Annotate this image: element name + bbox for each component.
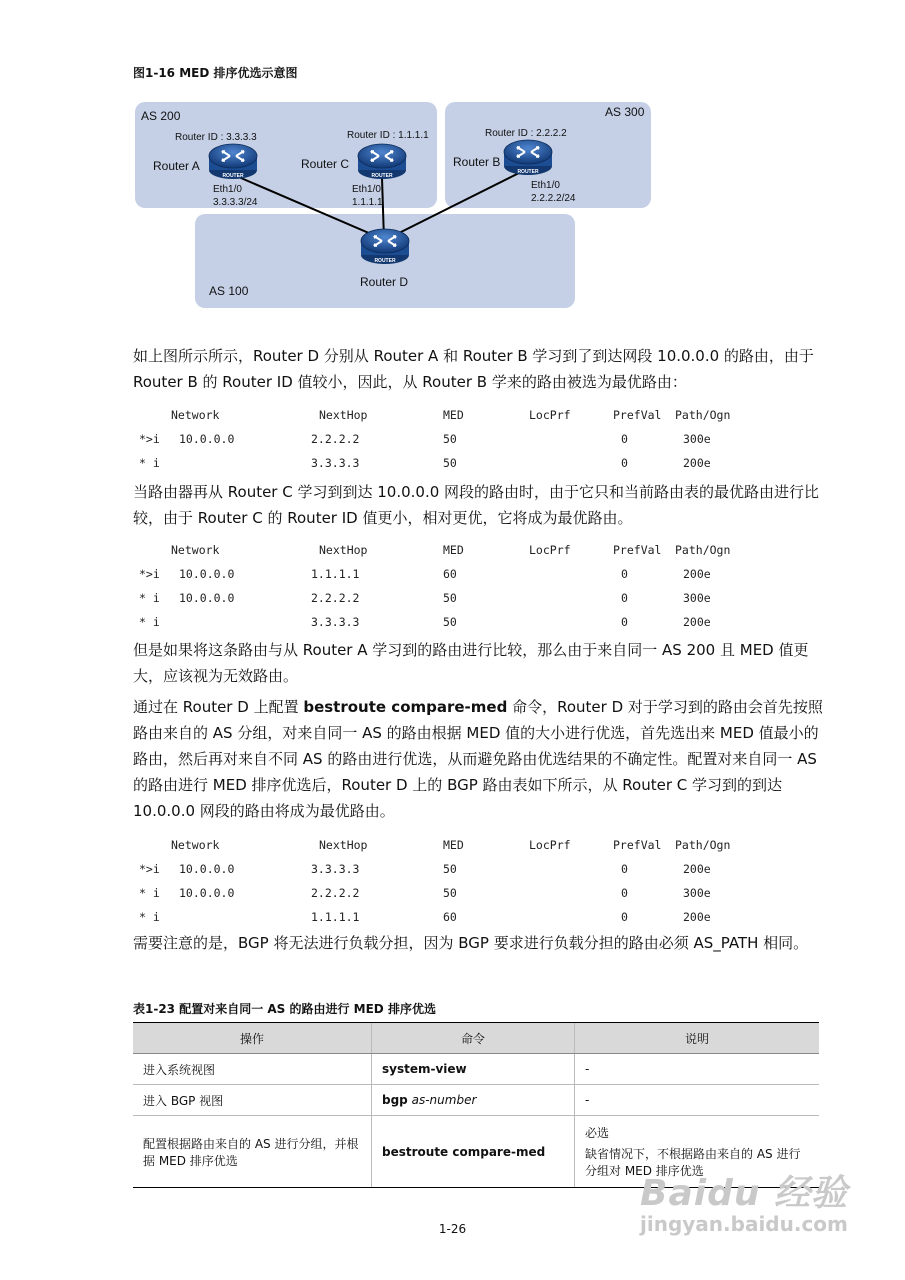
router-b-eth: Eth1/0 — [531, 180, 560, 191]
route-cell-path: 300e — [683, 432, 711, 446]
paragraph-5: 需要注意的是，BGP 将无法进行负载分担，因为 BGP 要求进行负载分担的路由必须 AS_PATH 相同。 — [133, 934, 809, 952]
route-cell-med: 60 — [443, 910, 457, 924]
route-cell-med: 50 — [443, 862, 457, 876]
router-a-ip: 3.3.3.3/24 — [213, 197, 258, 208]
route-cell-nexthop: 3.3.3.3 — [311, 615, 360, 629]
router-b-id: Router ID : 2.2.2.2 — [485, 128, 567, 139]
route-cell-path: 200e — [683, 862, 711, 876]
row-description-required: 必选 — [585, 1126, 610, 1140]
route-cell-nexthop: 3.3.3.3 — [311, 456, 360, 470]
table-row — [133, 862, 823, 886]
row-command: bgp as-number — [372, 1085, 575, 1116]
route-header-cell: PrefVal — [613, 838, 662, 852]
route-cell-flag: * i — [139, 591, 160, 605]
route-cell-prefval: 0 — [621, 456, 628, 470]
route-cell-nexthop: 2.2.2.2 — [311, 591, 360, 605]
row-description: - — [575, 1085, 820, 1116]
config-table — [133, 1022, 819, 1188]
route-header-cell: Path/Ogn — [675, 838, 731, 852]
header-description: 说明 — [575, 1023, 820, 1054]
table-caption: 表1-23 配置对来自同一 AS 的路由进行 MED 排序优选 — [133, 1002, 436, 1016]
paragraph-1: 如上图所示所示，Router D 分别从 Router A 和 Router B 学习到了到达网段 10.0.0.0 的路由，由于 Router B 的 Router ID 值较小，因此，从 Router B 学来的路由被选为最优路由： — [133, 347, 814, 391]
route-table-header — [133, 408, 823, 432]
as100-label: AS 100 — [209, 284, 249, 298]
route-cell-prefval: 0 — [621, 615, 628, 629]
route-cell-med: 50 — [443, 886, 457, 900]
route-cell-prefval: 0 — [621, 432, 628, 446]
route-table-2 — [133, 543, 823, 639]
route-cell-med: 50 — [443, 591, 457, 605]
route-cell-prefval: 0 — [621, 910, 628, 924]
router-c-ip: 1.1.1.1 — [352, 197, 383, 208]
route-cell-nexthop: 2.2.2.2 — [311, 432, 360, 446]
paragraph-4-post: 命令，Router D 对于学习到的路由会首先按照路由来自的 AS 分组，对来自同一 AS 的路由根据 MED 值的大小进行优选，首先选出来 MED 值最小的路由，然后再对来自不同 AS 的路由进行优选，从而避免路由优选结果的不确定性。配置对来自同一 AS 的路由进行 MED 排序优选后，Router D 上的 BGP 路由表如下所示，从 Router C 学习到的到达 10.0.0.0 网段的路由将成为最优路由。 — [133, 698, 823, 820]
router-c-name: Router C — [301, 157, 350, 171]
router-d-name: Router D — [360, 275, 409, 289]
route-header-cell: LocPrf — [529, 408, 571, 422]
route-header-cell: Network — [171, 543, 220, 557]
route-cell-path: 200e — [683, 910, 711, 924]
route-cell-nexthop: 1.1.1.1 — [311, 567, 360, 581]
header-command: 命令 — [372, 1023, 575, 1054]
route-cell-prefval: 0 — [621, 591, 628, 605]
router-b-name: Router B — [453, 155, 501, 169]
table-row — [133, 567, 823, 591]
route-cell-path: 200e — [683, 615, 711, 629]
route-header-cell: LocPrf — [529, 543, 571, 557]
route-header-cell: Path/Ogn — [675, 543, 731, 557]
row-description: - — [575, 1054, 820, 1085]
router-c-badge: ROUTER — [371, 173, 393, 179]
route-table-header — [133, 543, 823, 567]
route-cell-path: 200e — [683, 456, 711, 470]
route-cell-path: 300e — [683, 886, 711, 900]
route-table-1 — [133, 408, 823, 480]
route-cell-med: 50 — [443, 456, 457, 470]
router-a-id: Router ID : 3.3.3.3 — [175, 132, 257, 143]
as300-label: AS 300 — [605, 105, 645, 119]
route-cell-flag: *>i — [139, 567, 160, 581]
watermark-brand: Baidu 经验 — [640, 1173, 849, 1214]
route-cell-network: 10.0.0.0 — [179, 862, 235, 876]
paragraph-2: 当路由器再从 Router C 学习到到达 10.0.0.0 网段的路由时，由于它只和当前路由表的最优路由进行比较，由于 Router C 的 Router ID 值更小，相对更优，它将成为最优路由。 — [133, 483, 820, 527]
watermark-url: jingyan.baidu.com — [640, 1212, 848, 1236]
route-header-cell: MED — [443, 838, 464, 852]
figure-caption: 图1-16 MED 排序优选示意图 — [133, 66, 298, 80]
route-header-cell: NextHop — [319, 408, 368, 422]
route-cell-network: 10.0.0.0 — [179, 886, 235, 900]
paragraph-4-command: bestroute compare-med — [303, 698, 508, 716]
router-c-id: Router ID : 1.1.1.1 — [347, 130, 429, 141]
route-cell-path: 300e — [683, 591, 711, 605]
router-d-badge: ROUTER — [374, 258, 396, 264]
route-cell-path: 200e — [683, 567, 711, 581]
network-diagram — [133, 100, 653, 310]
table-row — [133, 886, 823, 910]
route-header-cell: NextHop — [319, 838, 368, 852]
table-row — [133, 1054, 819, 1085]
router-a-name: Router A — [153, 159, 200, 173]
route-cell-network: 10.0.0.0 — [179, 591, 235, 605]
page-number: 1-26 — [438, 1222, 467, 1236]
route-header-cell: MED — [443, 408, 464, 422]
route-cell-flag: * i — [139, 615, 160, 629]
row-operation: 进入 BGP 视图 — [133, 1085, 372, 1116]
route-header-cell: Network — [171, 838, 220, 852]
paragraph-4-pre: 通过在 Router D 上配置 — [133, 698, 304, 716]
header-operation: 操作 — [133, 1023, 372, 1054]
table-row — [133, 1085, 819, 1116]
paragraph-3: 但是如果将这条路由与从 Router A 学习到的路由进行比较，那么由于来自同一 AS 200 且 MED 值更大，应该视为无效路由。 — [133, 641, 809, 685]
route-cell-prefval: 0 — [621, 567, 628, 581]
router-a-badge: ROUTER — [222, 173, 244, 179]
route-cell-flag: *>i — [139, 862, 160, 876]
table-row — [133, 591, 823, 615]
route-header-cell: Network — [171, 408, 220, 422]
table-row — [133, 615, 823, 639]
route-cell-network: 10.0.0.0 — [179, 567, 235, 581]
row-command: system-view — [372, 1054, 575, 1085]
route-cell-flag: * i — [139, 456, 160, 470]
route-cell-flag: *>i — [139, 432, 160, 446]
router-c-eth: Eth1/0 — [352, 184, 381, 195]
route-cell-med: 60 — [443, 567, 457, 581]
router-a-eth: Eth1/0 — [213, 184, 242, 195]
route-cell-nexthop: 3.3.3.3 — [311, 862, 360, 876]
route-header-cell: Path/Ogn — [675, 408, 731, 422]
route-table-3 — [133, 838, 823, 934]
row-command: bestroute compare-med — [372, 1116, 575, 1188]
route-table-header — [133, 838, 823, 862]
route-cell-network: 10.0.0.0 — [179, 432, 235, 446]
row-operation: 配置根据路由来自的 AS 进行分组，并根据 MED 排序优选 — [133, 1116, 372, 1188]
route-cell-flag: * i — [139, 910, 160, 924]
router-b-badge: ROUTER — [517, 169, 539, 175]
route-header-cell: PrefVal — [613, 543, 662, 557]
route-cell-nexthop: 1.1.1.1 — [311, 910, 360, 924]
row-description-detail: 缺省情况下，不根据路由来自的 AS 进行分组对 MED 排序优选 — [585, 1147, 801, 1178]
route-cell-prefval: 0 — [621, 886, 628, 900]
route-header-cell: LocPrf — [529, 838, 571, 852]
router-b-ip: 2.2.2.2/24 — [531, 193, 576, 204]
route-header-cell: NextHop — [319, 543, 368, 557]
route-cell-flag: * i — [139, 886, 160, 900]
route-cell-med: 50 — [443, 615, 457, 629]
row-operation: 进入系统视图 — [133, 1054, 372, 1085]
config-table-header — [133, 1023, 819, 1054]
table-row — [133, 432, 823, 456]
as200-label: AS 200 — [141, 109, 181, 123]
route-cell-med: 50 — [443, 432, 457, 446]
table-row — [133, 456, 823, 480]
route-header-cell: PrefVal — [613, 408, 662, 422]
paragraph-4 — [133, 694, 823, 824]
route-cell-prefval: 0 — [621, 862, 628, 876]
route-header-cell: MED — [443, 543, 464, 557]
route-cell-nexthop: 2.2.2.2 — [311, 886, 360, 900]
